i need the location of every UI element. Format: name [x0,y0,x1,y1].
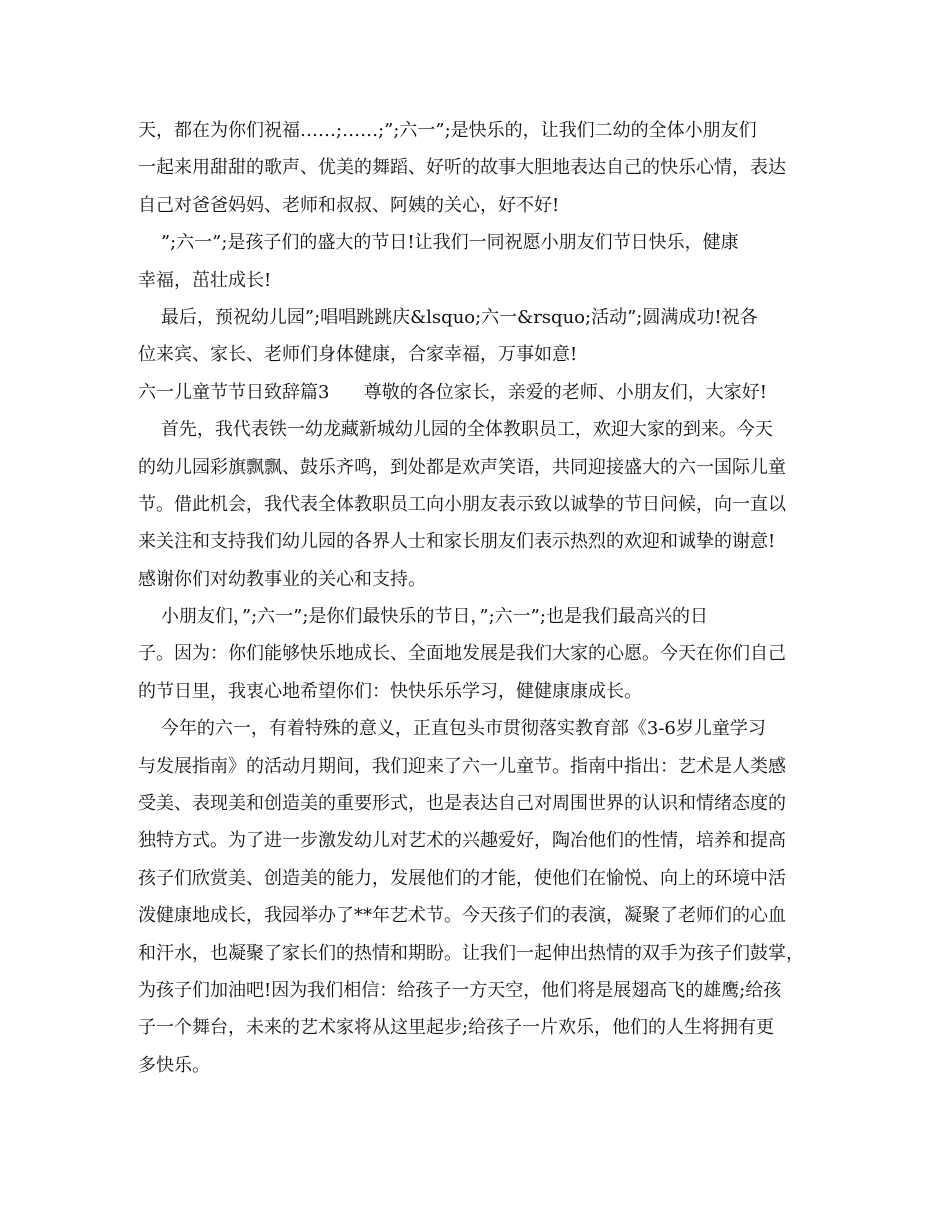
text-line: ”;六一”;是孩子们的盛大的节日!让我们一同祝愿小朋友们节日快乐，健康 [138,232,739,254]
text-line: 为孩子们加油吧!因为我们相信：给孩子一方天空，他们将是展翅高飞的雄鹰;给孩 [138,979,782,1001]
text-line: 一起来用甜甜的歌声、优美的舞蹈、好听的故事大胆地表达自己的快乐心情，表达 [138,157,786,179]
text-line: 自己对爸爸妈妈、老师和叔叔、阿姨的关心，好不好! [138,194,560,216]
text-line: 子一个舞台，未来的艺术家将从这里起步;给孩子一片欢乐，他们的人生将拥有更 [138,1017,775,1039]
text-line: 位来宾、家长、老师们身体健康，合家幸福，万事如意! [138,344,578,366]
text-line: 最后，预祝幼儿园”;唱唱跳跳庆&lsquo;六一&rsquo;活动”;圆满成功!祝各 [138,306,758,328]
text-line: 与发展指南》的活动月期间，我们迎来了六一儿童节。指南中指出：艺术是人类感 [138,755,786,777]
text-line: 多快乐。 [138,1054,210,1076]
text-line: 的幼儿园彩旗飘飘、鼓乐齐鸣，到处都是欢声笑语，共同迎接盛大的六一国际儿童 [138,456,786,478]
text-line: 幸福，茁壮成长! [138,269,272,291]
text-line: 独特方式。为了进一步激发幼儿对艺术的兴趣爱好，陶冶他们的性情，培养和提高 [138,830,786,852]
section-heading-line: 六一儿童节节日致辞篇3 尊敬的各位家长，亲爱的老师、小朋友们，大家好! [138,381,768,403]
text-line: 泼健康地成长，我园举办了**年艺术节。今天孩子们的表演，凝聚了老师们的心血 [138,905,786,927]
text-line: 感谢你们对幼教事业的关心和支持。 [138,568,426,590]
document-body [138,112,814,1084]
text-line: 首先，我代表铁一幼龙藏新城幼儿园的全体教职员工，欢迎大家的到来。今天 [138,419,773,441]
text-line: 受美、表现美和创造美的重要形式，也是表达自己对周围世界的认识和情绪态度的 [138,793,786,815]
text-line: 天，都在为你们祝福……;……;”;六一”;是快乐的，让我们二幼的全体小朋友们 [138,120,757,141]
text-line: 子。因为：你们能够快乐地成长、全面地发展是我们大家的心愿。今天在你们自己 [138,643,786,665]
text-line: 孩子们欣赏美、创造美的能力，发展他们的才能，使他们在愉悦、向上的环境中活 [138,867,786,889]
text-line: 节。借此机会，我代表全体教职员工向小朋友表示致以诚挚的节日问候，向一直以 [138,493,786,515]
text-line: 来关注和支持我们幼儿园的各界人士和家长朋友们表示热烈的欢迎和诚挚的谢意! [138,531,776,553]
text-line: 今年的六一，有着特殊的意义，正直包头市贯彻落实教育部《3-6岁儿童学习 [138,718,766,740]
text-line: 的节日里，我衷心地希望你们：快快乐乐学习，健健康康成长。 [138,680,642,702]
text-line: 小朋友们，”;六一”;是你们最快乐的节日，”;六一”;也是我们最高兴的日 [138,606,708,628]
text-line: 和汗水，也凝聚了家长们的热情和期盼。让我们一起伸出热情的双手为孩子们鼓掌， [138,942,804,964]
